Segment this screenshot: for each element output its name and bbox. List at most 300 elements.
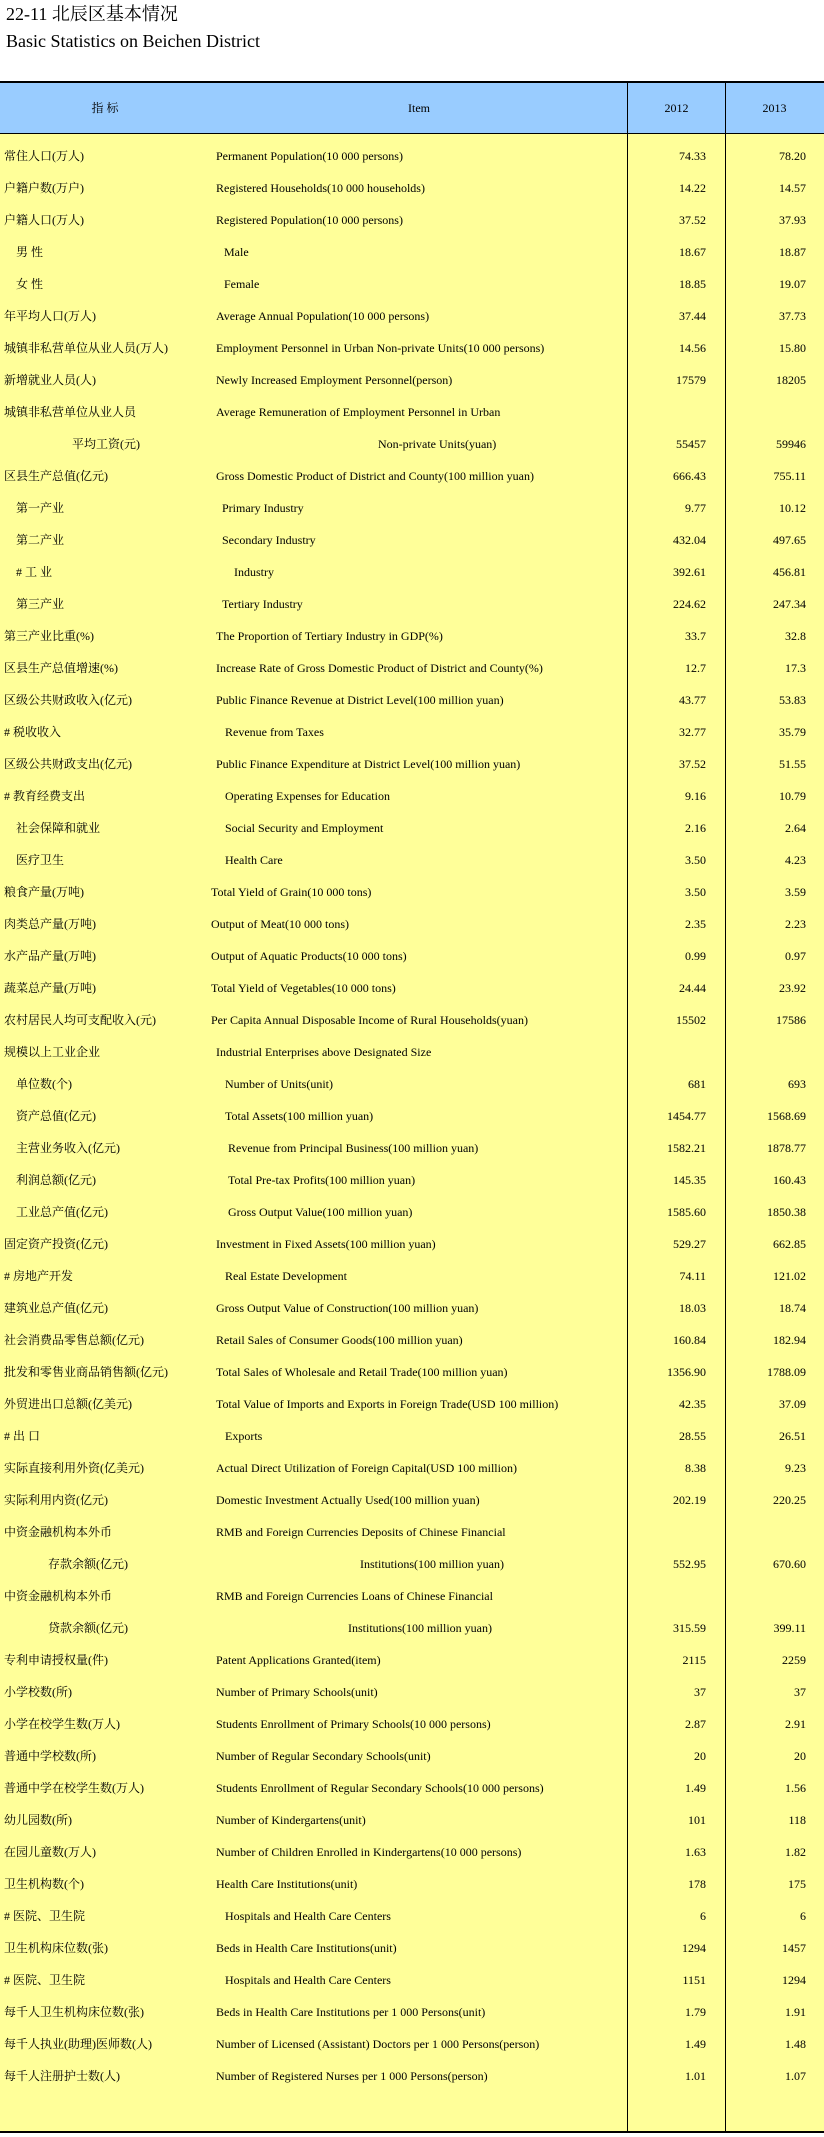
- value-2013: 37.09: [779, 1397, 806, 1411]
- row-label-chinese: 在园儿童数(万人): [4, 1845, 96, 1859]
- row-label-english: Revenue from Taxes: [225, 725, 324, 739]
- row-label-chinese: 中资金融机构本外币: [4, 1525, 113, 1539]
- row-label-chinese: 每千人执业(助理)医师数(人): [4, 2037, 152, 2051]
- row-label-english: Public Finance Expenditure at District Level(100 million yuan): [216, 757, 521, 771]
- table-row: [0, 652, 824, 684]
- statistics-table: [0, 81, 824, 2133]
- row-label-english: Number of Children Enrolled in Kindergartens(10 000 persons): [216, 1845, 522, 1859]
- value-2013: 15.80: [779, 341, 806, 355]
- row-label-english: Gross Domestic Product of District and County(100 million yuan): [216, 469, 534, 483]
- value-2013: 1.07: [785, 2069, 806, 2083]
- table-row: [0, 1804, 824, 1836]
- table-row: [0, 1324, 824, 1356]
- row-label-english: Number of Registered Nurses per 1 000 Persons(person): [216, 2069, 488, 2083]
- table-row: [0, 1676, 824, 1708]
- row-label-english: Secondary Industry: [222, 533, 316, 547]
- value-2013: 19.07: [779, 277, 806, 291]
- value-2012: 32.77: [679, 725, 706, 739]
- table-row: [0, 812, 824, 844]
- row-label-english: RMB and Foreign Currencies Deposits of Chinese Financial: [216, 1525, 506, 1539]
- table-row: [0, 2028, 824, 2060]
- value-2012: 12.7: [685, 661, 706, 675]
- value-2013: 14.57: [779, 181, 806, 195]
- row-label-english: Male: [224, 245, 249, 259]
- value-2013: 20: [794, 1749, 806, 1763]
- table-row: [0, 1196, 824, 1228]
- value-2013: 9.23: [785, 1461, 806, 1475]
- table-row: [0, 172, 824, 204]
- value-2013: 32.8: [785, 629, 806, 643]
- value-2013: 17.3: [785, 661, 806, 675]
- value-2012: 552.95: [673, 1557, 706, 1571]
- row-label-chinese: 新增就业人员(人): [4, 373, 96, 387]
- row-label-english: Public Finance Revenue at District Level(100 million yuan): [216, 693, 504, 707]
- row-label-chinese: 第三产业: [16, 597, 65, 611]
- table-row: [0, 396, 824, 428]
- row-label-chinese: 规模以上工业企业: [4, 1045, 101, 1059]
- row-label-chinese: 普通中学在校学生数(万人): [4, 1781, 144, 1795]
- row-label-english: Beds in Health Care Institutions(unit): [216, 1941, 397, 1955]
- row-label-english: Domestic Investment Actually Used(100 million yuan): [216, 1493, 480, 1507]
- value-2013: 497.65: [773, 533, 806, 547]
- value-2012: 1585.60: [667, 1205, 706, 1219]
- value-2013: 2.64: [785, 821, 806, 835]
- value-2013: 37: [794, 1685, 806, 1699]
- value-2013: 1850.38: [767, 1205, 806, 1219]
- value-2012: 2.35: [685, 917, 706, 931]
- value-2012: 1.01: [685, 2069, 706, 2083]
- table-row: [0, 844, 824, 876]
- row-label-chinese: 常住人口(万人): [4, 149, 84, 163]
- value-2012: 529.27: [673, 1237, 706, 1251]
- table-row: [0, 1708, 824, 1740]
- row-label-english: Patent Applications Granted(item): [216, 1653, 381, 1667]
- row-label-english: Non-private Units(yuan): [378, 437, 497, 451]
- row-label-chinese: 肉类总产量(万吨): [4, 917, 96, 931]
- row-label-chinese: 户籍户数(万户): [4, 181, 84, 195]
- row-label-chinese: 实际利用内资(亿元): [4, 1493, 108, 1507]
- table-row: [0, 268, 824, 300]
- value-2013: 18.87: [779, 245, 806, 259]
- value-2012: 681: [688, 1077, 706, 1091]
- table-row: [0, 684, 824, 716]
- value-2012: 28.55: [679, 1429, 706, 1443]
- row-label-chinese: 年平均人口(万人): [4, 309, 96, 323]
- row-label-english: Real Estate Development: [225, 1269, 347, 1283]
- value-2012: 2.87: [685, 1717, 706, 1731]
- value-2012: 43.77: [679, 693, 706, 707]
- row-label-chinese: 工业总产值(亿元): [16, 1205, 108, 1219]
- value-2012: 1.79: [685, 2005, 706, 2019]
- table-row: [0, 1772, 824, 1804]
- row-label-chinese: 男 性: [16, 245, 44, 259]
- row-label-english: Hospitals and Health Care Centers: [225, 1909, 391, 1923]
- row-label-chinese: 城镇非私营单位从业人员(万人): [4, 341, 168, 355]
- row-label-chinese: 专利申请授权量(件): [4, 1653, 108, 1667]
- row-label-chinese: 外贸进出口总额(亿美元): [4, 1397, 132, 1411]
- value-2012: 0.99: [685, 949, 706, 963]
- value-2013: 1.48: [785, 2037, 806, 2051]
- row-label-english: Institutions(100 million yuan): [348, 1621, 492, 1635]
- row-label-english: Output of Aquatic Products(10 000 tons): [211, 949, 407, 963]
- row-label-chinese: 单位数(个): [16, 1077, 72, 1091]
- row-label-chinese: 水产品产量(万吨): [4, 949, 96, 963]
- value-2013: 755.11: [773, 469, 806, 483]
- value-2012: 392.61: [673, 565, 706, 579]
- row-label-chinese: 第二产业: [16, 533, 65, 547]
- row-label-english: Employment Personnel in Urban Non-private Units(10 000 persons): [216, 341, 545, 355]
- value-2013: 26.51: [779, 1429, 806, 1443]
- row-label-chinese: 社会保障和就业: [16, 821, 101, 835]
- table-row: [0, 1452, 824, 1484]
- row-label-chinese: 贷款余额(亿元): [48, 1621, 128, 1635]
- table-row: [0, 2060, 824, 2092]
- row-label-english: Per Capita Annual Disposable Income of Rural Households(yuan): [211, 1013, 528, 1027]
- row-label-english: Newly Increased Employment Personnel(person): [216, 373, 453, 387]
- row-label-english: Beds in Health Care Institutions per 1 000 Persons(unit): [216, 2005, 486, 2019]
- row-label-chinese: 固定资产投资(亿元): [4, 1237, 108, 1251]
- row-label-chinese: 卫生机构床位数(张): [4, 1941, 108, 1955]
- table-row: [0, 876, 824, 908]
- row-label-chinese: 幼儿园数(所): [4, 1813, 72, 1827]
- value-2013: 6: [800, 1909, 806, 1923]
- row-label-chinese: 第三产业比重(%): [4, 629, 94, 643]
- value-2012: 42.35: [679, 1397, 706, 1411]
- table-row: [0, 940, 824, 972]
- table-row: [0, 1228, 824, 1260]
- row-label-english: Number of Primary Schools(unit): [216, 1685, 378, 1699]
- value-2013: 1568.69: [767, 1109, 806, 1123]
- row-label-chinese: 建筑业总产值(亿元): [4, 1301, 108, 1315]
- row-label-english: Primary Industry: [222, 501, 304, 515]
- row-label-chinese: 区县生产总值(亿元): [4, 469, 108, 483]
- value-2012: 1.49: [685, 1781, 706, 1795]
- value-2013: 35.79: [779, 725, 806, 739]
- value-2012: 20: [694, 1749, 706, 1763]
- table-row: [0, 1868, 824, 1900]
- table-row: [0, 1132, 824, 1164]
- row-label-chinese: 每千人卫生机构床位数(张): [4, 2005, 144, 2019]
- table-row: [0, 1100, 824, 1132]
- row-label-english: Total Pre-tax Profits(100 million yuan): [228, 1173, 416, 1187]
- table-row: [0, 524, 824, 556]
- row-label-english: Registered Households(10 000 households): [216, 181, 425, 195]
- row-label-english: Retail Sales of Consumer Goods(100 million yuan): [216, 1333, 463, 1347]
- row-label-chinese: 小学校数(所): [4, 1685, 72, 1699]
- value-2012: 6: [700, 1909, 706, 1923]
- row-label-english: Permanent Population(10 000 persons): [216, 149, 403, 163]
- row-label-chinese: 区县生产总值增速(%): [4, 661, 118, 675]
- row-label-english: Number of Regular Secondary Schools(unit): [216, 1749, 431, 1763]
- value-2013: 59946: [776, 437, 806, 451]
- table-row: [0, 716, 824, 748]
- row-label-chinese: 每千人注册护士数(人): [4, 2069, 120, 2083]
- table-row: [0, 300, 824, 332]
- row-label-chinese: 女 性: [16, 277, 44, 291]
- value-2013: 1878.77: [767, 1141, 806, 1155]
- row-label-english: Revenue from Principal Business(100 million yuan): [228, 1141, 479, 1155]
- row-label-english: Actual Direct Utilization of Foreign Capital(USD 100 million): [216, 1461, 517, 1475]
- value-2013: 1457: [782, 1941, 806, 1955]
- table-row: [0, 588, 824, 620]
- row-label-english: Investment in Fixed Assets(100 million yuan): [216, 1237, 436, 1251]
- table-row: [0, 1068, 824, 1100]
- table-row: [0, 1036, 824, 1068]
- header-item: Item: [408, 101, 430, 115]
- value-2012: 101: [688, 1813, 706, 1827]
- row-label-english: Health Care Institutions(unit): [216, 1877, 358, 1891]
- row-label-english: Total Yield of Grain(10 000 tons): [211, 885, 372, 899]
- table-row: [0, 1260, 824, 1292]
- table-row: [0, 492, 824, 524]
- table-title-english: Basic Statistics on Beichen District: [6, 31, 260, 51]
- row-label-chinese: # 税收收入: [4, 725, 62, 739]
- value-2012: 14.56: [679, 341, 706, 355]
- row-label-chinese: # 出 口: [4, 1429, 41, 1443]
- value-2013: 456.81: [773, 565, 806, 579]
- row-label-english: Registered Population(10 000 persons): [216, 213, 403, 227]
- row-label-english: Number of Units(unit): [225, 1077, 333, 1091]
- row-label-english: Gross Output Value of Construction(100 million yuan): [216, 1301, 479, 1315]
- row-label-english: Industry: [234, 565, 274, 579]
- table-row: [0, 620, 824, 652]
- table-row: [0, 1548, 824, 1580]
- value-2012: 432.04: [673, 533, 706, 547]
- table-row: [0, 1164, 824, 1196]
- row-label-chinese: 蔬菜总产量(万吨): [4, 981, 96, 995]
- table-title-chinese: 22-11 北辰区基本情况: [6, 4, 178, 24]
- value-2012: 17579: [676, 373, 706, 387]
- value-2012: 224.62: [673, 597, 706, 611]
- table-row: [0, 1516, 824, 1548]
- table-row: [0, 204, 824, 236]
- value-2012: 202.19: [673, 1493, 706, 1507]
- row-label-english: Number of Licensed (Assistant) Doctors per 1 000 Persons(person): [216, 2037, 540, 2051]
- value-2013: 399.11: [773, 1621, 806, 1635]
- value-2013: 670.60: [773, 1557, 806, 1571]
- row-label-chinese: 小学在校学生数(万人): [4, 1717, 120, 1731]
- value-2013: 37.93: [779, 213, 806, 227]
- row-label-chinese: 实际直接利用外资(亿美元): [4, 1461, 144, 1475]
- value-2013: 160.43: [773, 1173, 806, 1187]
- value-2013: 78.20: [779, 149, 806, 163]
- value-2013: 0.97: [785, 949, 806, 963]
- row-label-chinese: 主营业务收入(亿元): [16, 1141, 120, 1155]
- value-2013: 693: [788, 1077, 806, 1091]
- value-2012: 24.44: [679, 981, 706, 995]
- value-2013: 220.25: [773, 1493, 806, 1507]
- value-2012: 1.49: [685, 2037, 706, 2051]
- value-2013: 18.74: [779, 1301, 806, 1315]
- value-2012: 37: [694, 1685, 706, 1699]
- value-2013: 1.56: [785, 1781, 806, 1795]
- value-2013: 2.23: [785, 917, 806, 931]
- row-label-english: The Proportion of Tertiary Industry in GDP(%): [216, 629, 443, 643]
- row-label-english: Total Value of Imports and Exports in Foreign Trade(USD 100 million): [216, 1397, 559, 1411]
- table-row: [0, 556, 824, 588]
- row-label-english: Students Enrollment of Regular Secondary Schools(10 000 persons): [216, 1781, 544, 1795]
- value-2012: 14.22: [679, 181, 706, 195]
- value-2012: 160.84: [673, 1333, 706, 1347]
- row-label-english: Average Annual Population(10 000 persons): [216, 309, 430, 323]
- row-label-english: RMB and Foreign Currencies Loans of Chinese Financial: [216, 1589, 493, 1603]
- value-2013: 4.23: [785, 853, 806, 867]
- table-row: [0, 1644, 824, 1676]
- column-divider: [725, 83, 726, 133]
- row-label-english: Hospitals and Health Care Centers: [225, 1973, 391, 1987]
- row-label-chinese: 普通中学校数(所): [4, 1749, 96, 1763]
- table-row: [0, 748, 824, 780]
- value-2012: 666.43: [673, 469, 706, 483]
- value-2013: 17586: [776, 1013, 806, 1027]
- value-2013: 2259: [782, 1653, 806, 1667]
- value-2013: 1788.09: [767, 1365, 806, 1379]
- table-row: [0, 428, 824, 460]
- row-label-chinese: 区级公共财政收入(亿元): [4, 693, 132, 707]
- table-row: [0, 1356, 824, 1388]
- value-2012: 315.59: [673, 1621, 706, 1635]
- row-label-chinese: 存款余额(亿元): [48, 1557, 128, 1571]
- table-row: [0, 236, 824, 268]
- value-2012: 2115: [682, 1653, 706, 1667]
- row-label-english: Female: [224, 277, 260, 291]
- row-label-english: Average Remuneration of Employment Personnel in Urban: [216, 405, 501, 419]
- value-2012: 37.52: [679, 757, 706, 771]
- value-2012: 3.50: [685, 853, 706, 867]
- value-2012: 1.63: [685, 1845, 706, 1859]
- row-label-chinese: # 房地产开发: [4, 1269, 74, 1283]
- table-row: [0, 1292, 824, 1324]
- value-2012: 178: [688, 1877, 706, 1891]
- value-2013: 121.02: [773, 1269, 806, 1283]
- row-label-chinese: 资产总值(亿元): [16, 1109, 96, 1123]
- row-label-chinese: 社会消费品零售总额(亿元): [4, 1333, 144, 1347]
- row-label-english: Institutions(100 million yuan): [360, 1557, 504, 1571]
- table-row: [0, 1996, 824, 2028]
- row-label-english: Operating Expenses for Education: [225, 789, 390, 803]
- row-label-chinese: 户籍人口(万人): [4, 213, 84, 227]
- header-year-2013: 2013: [762, 101, 787, 115]
- header-year-2012: 2012: [664, 101, 689, 115]
- row-label-chinese: # 工 业: [16, 565, 53, 579]
- row-label-english: Exports: [225, 1429, 263, 1443]
- value-2013: 53.83: [779, 693, 806, 707]
- table-row: [0, 972, 824, 1004]
- row-label-chinese: 利润总额(亿元): [16, 1173, 96, 1187]
- value-2012: 1294: [682, 1941, 706, 1955]
- table-body: [0, 134, 824, 2131]
- row-label-chinese: 中资金融机构本外币: [4, 1589, 113, 1603]
- row-label-english: Total Yield of Vegetables(10 000 tons): [211, 981, 396, 995]
- value-2013: 51.55: [779, 757, 806, 771]
- value-2013: 23.92: [779, 981, 806, 995]
- value-2012: 3.50: [685, 885, 706, 899]
- row-label-chinese: # 医院、卫生院: [4, 1973, 86, 1987]
- value-2012: 1151: [682, 1973, 706, 1987]
- table-row: [0, 1836, 824, 1868]
- table-row: [0, 332, 824, 364]
- value-2012: 37.52: [679, 213, 706, 227]
- value-2013: 182.94: [773, 1333, 806, 1347]
- row-label-english: Industrial Enterprises above Designated Size: [216, 1045, 432, 1059]
- column-divider: [627, 83, 628, 133]
- value-2012: 74.11: [679, 1269, 706, 1283]
- value-2012: 1454.77: [667, 1109, 706, 1123]
- table-row: [0, 1420, 824, 1452]
- row-label-english: Increase Rate of Gross Domestic Product of District and County(%): [216, 661, 543, 675]
- value-2013: 2.91: [785, 1717, 806, 1731]
- table-row: [0, 1612, 824, 1644]
- row-label-english: Gross Output Value(100 million yuan): [228, 1205, 413, 1219]
- row-label-chinese: 卫生机构数(个): [4, 1877, 84, 1891]
- value-2012: 18.85: [679, 277, 706, 291]
- row-label-chinese: 批发和零售业商品销售额(亿元): [4, 1365, 168, 1379]
- table-row: [0, 1484, 824, 1516]
- value-2013: 1.82: [785, 1845, 806, 1859]
- table-row: [0, 1388, 824, 1420]
- row-label-chinese: 农村居民人均可支配收入(元): [4, 1013, 156, 1027]
- value-2012: 37.44: [679, 309, 706, 323]
- table-header: [0, 83, 824, 134]
- value-2013: 3.59: [785, 885, 806, 899]
- value-2013: 1294: [782, 1973, 806, 1987]
- row-label-english: Social Security and Employment: [225, 821, 384, 835]
- value-2012: 74.33: [679, 149, 706, 163]
- value-2012: 1356.90: [667, 1365, 706, 1379]
- value-2013: 662.85: [773, 1237, 806, 1251]
- value-2012: 18.03: [679, 1301, 706, 1315]
- header-indicator: 指 标: [91, 101, 119, 115]
- row-label-chinese: # 医院、卫生院: [4, 1909, 86, 1923]
- value-2013: 1.91: [785, 2005, 806, 2019]
- table-row: [0, 1932, 824, 1964]
- row-label-english: Output of Meat(10 000 tons): [211, 917, 349, 931]
- table-row: [0, 1740, 824, 1772]
- table-row: [0, 908, 824, 940]
- value-2013: 247.34: [773, 597, 806, 611]
- value-2012: 9.16: [685, 789, 706, 803]
- table-row: [0, 140, 824, 172]
- value-2013: 10.79: [779, 789, 806, 803]
- value-2012: 8.38: [685, 1461, 706, 1475]
- table-row: [0, 1964, 824, 1996]
- row-label-chinese: 区级公共财政支出(亿元): [4, 757, 132, 771]
- row-label-english: Tertiary Industry: [222, 597, 303, 611]
- value-2012: 1582.21: [667, 1141, 706, 1155]
- value-2013: 10.12: [779, 501, 806, 515]
- row-label-english: Health Care: [225, 853, 283, 867]
- value-2012: 55457: [676, 437, 706, 451]
- value-2013: 37.73: [779, 309, 806, 323]
- row-label-english: Number of Kindergartens(unit): [216, 1813, 366, 1827]
- row-label-chinese: 粮食产量(万吨): [4, 885, 84, 899]
- value-2013: 18205: [776, 373, 806, 387]
- row-label-chinese: 医疗卫生: [16, 853, 65, 867]
- table-row: [0, 1004, 824, 1036]
- value-2012: 15502: [676, 1013, 706, 1027]
- table-row: [0, 780, 824, 812]
- value-2012: 145.35: [673, 1173, 706, 1187]
- row-label-chinese: 第一产业: [16, 501, 65, 515]
- value-2013: 118: [788, 1813, 806, 1827]
- row-label-chinese: 城镇非私营单位从业人员: [4, 405, 137, 419]
- table-row: [0, 1580, 824, 1612]
- value-2012: 2.16: [685, 821, 706, 835]
- value-2012: 33.7: [685, 629, 706, 643]
- value-2013: 175: [788, 1877, 806, 1891]
- row-label-english: Total Sales of Wholesale and Retail Trade(100 million yuan): [216, 1365, 508, 1379]
- row-label-english: Students Enrollment of Primary Schools(10 000 persons): [216, 1717, 491, 1731]
